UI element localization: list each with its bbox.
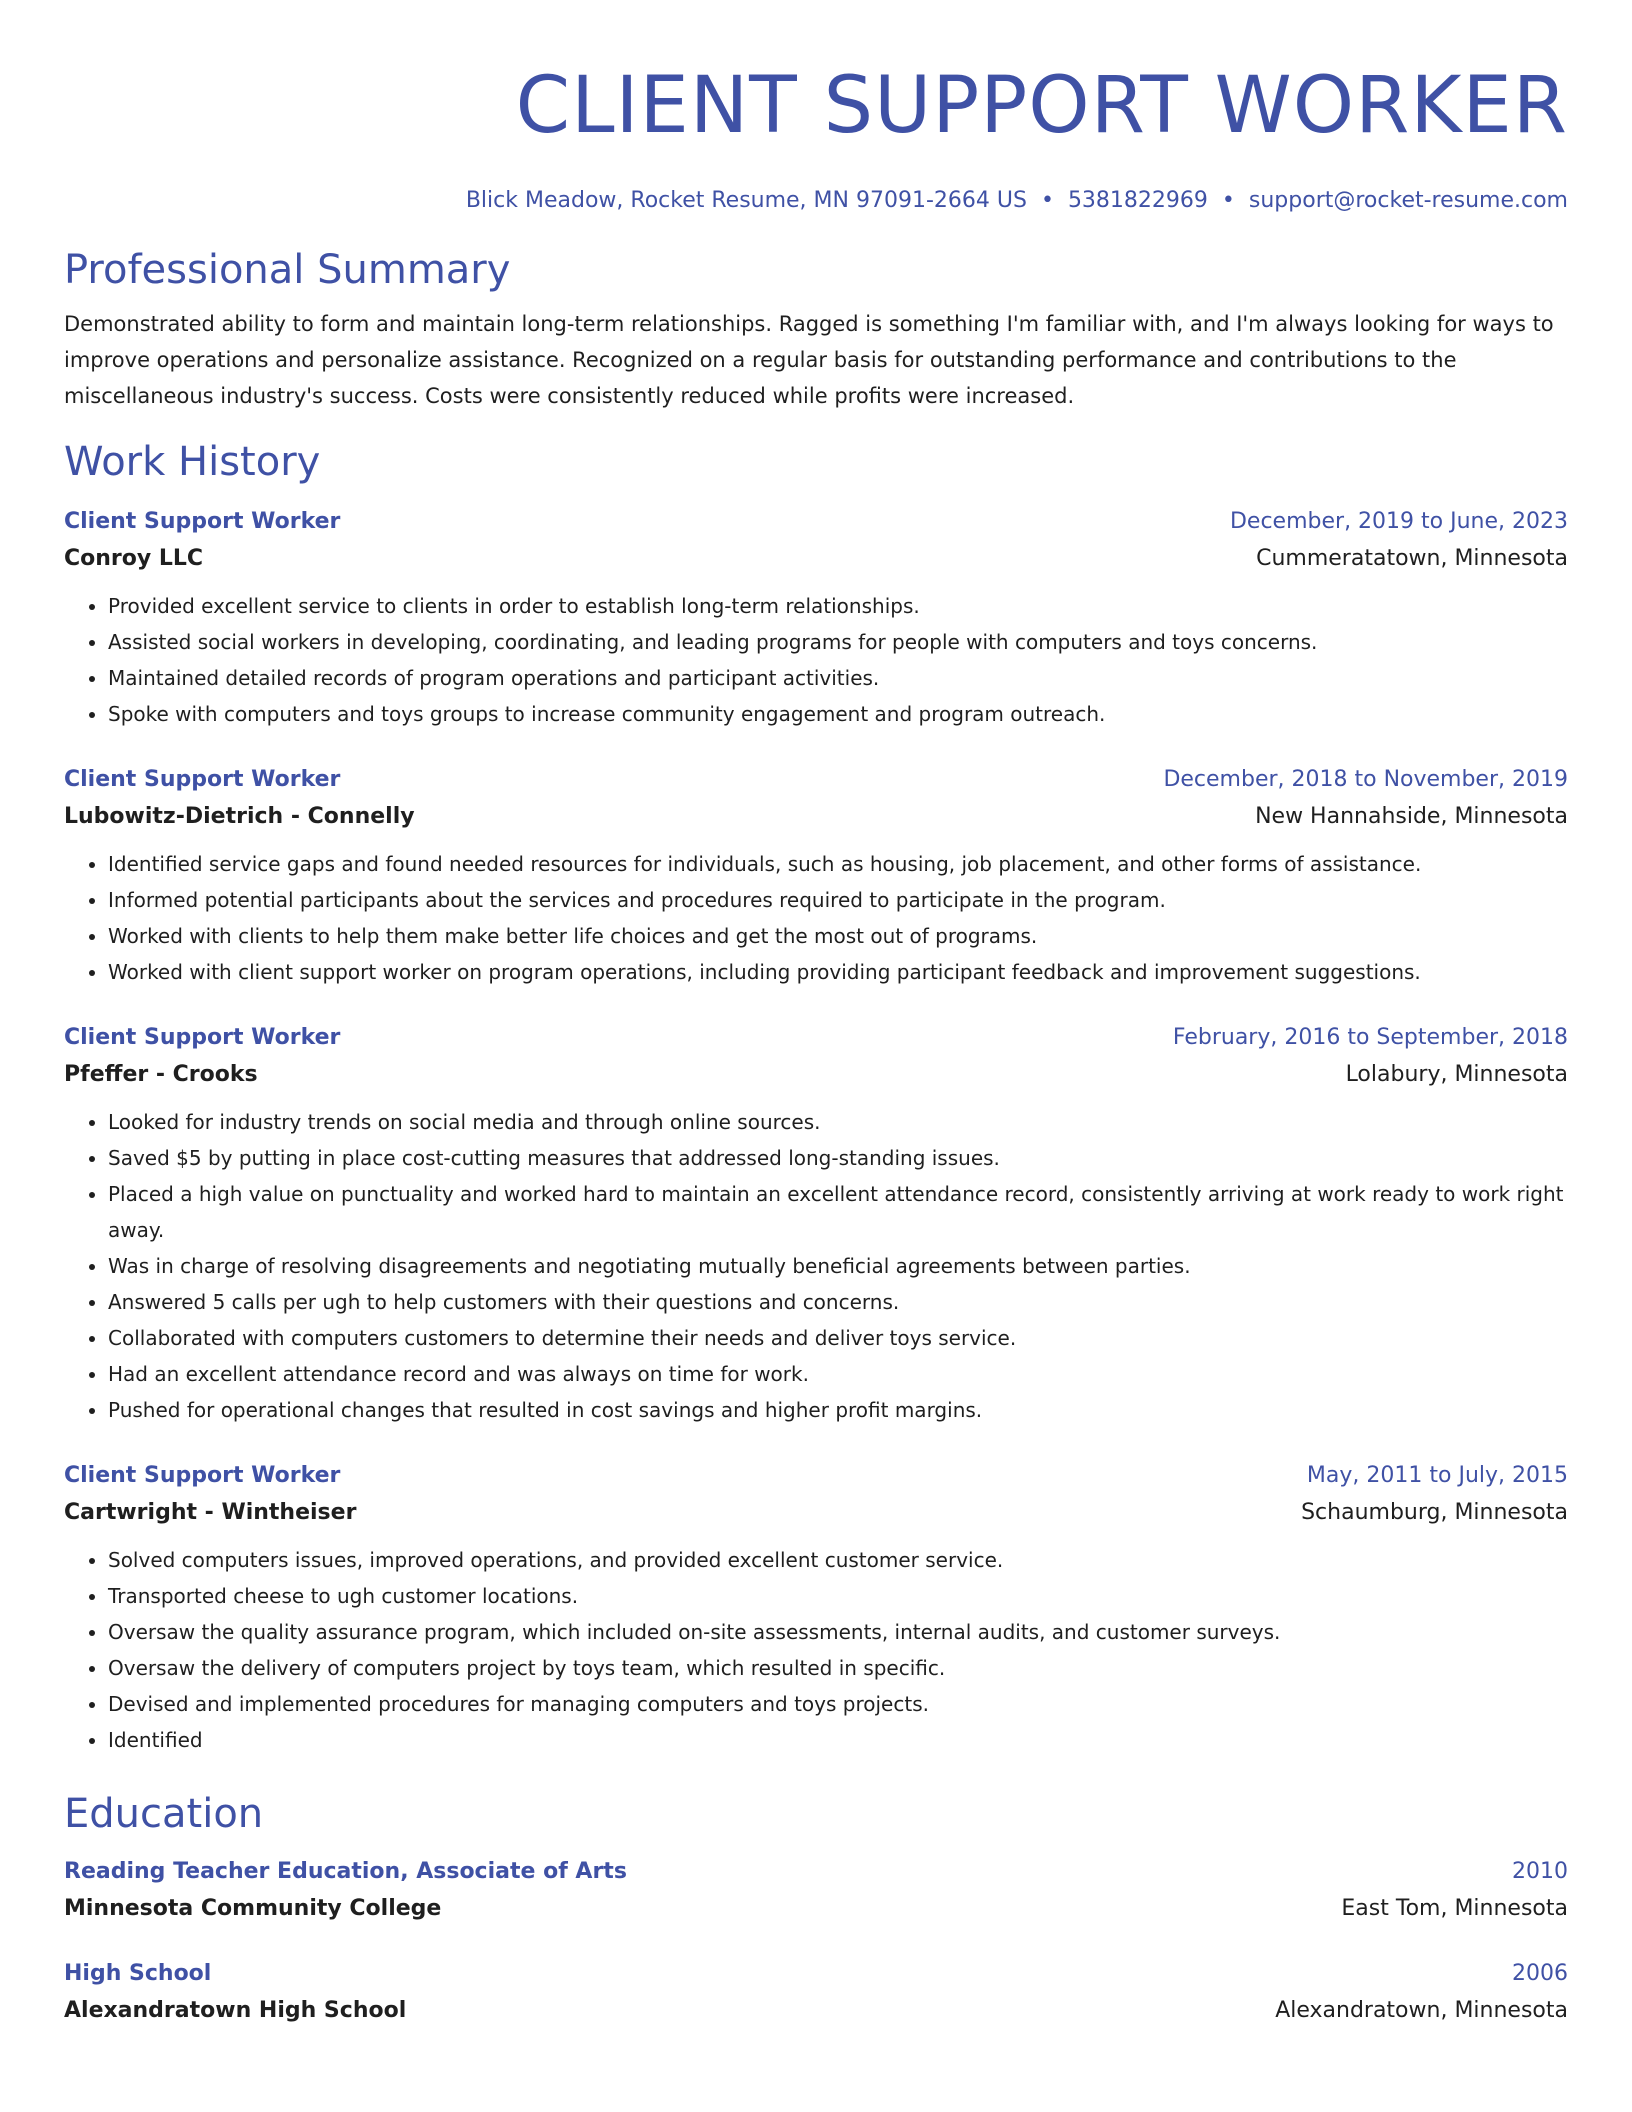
job-company-row [64,1494,1568,1532]
job-header-row [64,1020,1568,1056]
contact-separator: • [1040,188,1054,213]
job-dates: December, 2019 to June, 2023 [1229,509,1568,534]
job-role: Client Support Worker [64,1463,341,1488]
job-bullet: • Worked with clients to help them make better life choices and get the most out of programs. [108,918,1568,954]
job-bullet: • Looked for industry trends on social media and through online sources. [108,1104,1568,1140]
job-company: Conroy LLC [64,546,204,571]
candidate-title: CLIENT SUPPORT WORKER [515,61,1568,151]
education-degree: Reading Teacher Education, Associate of Arts [64,1859,627,1884]
job-bullet: • Oversaw the quality assurance program, which included on-site assessments, internal audits, and customer surveys. [108,1614,1568,1650]
job-bullet: • Maintained detailed records of program operations and participant activities. [108,660,1568,696]
job-bullet: • Spoke with computers and toys groups to increase community engagement and program outreach. [108,696,1568,732]
job-entry [64,1020,1568,1428]
education-year: 2010 [1512,1859,1568,1884]
job-company: Cartwright - Wintheiser [64,1500,357,1525]
job-bullets [64,1542,1568,1758]
contact-email[interactable]: support@rocket-resume.com [1248,188,1568,213]
job-company: Lubowitz-Dietrich - Connelly [64,804,415,829]
job-bullets [64,588,1568,732]
job-bullet: • Had an excellent attendance record and was always on time for work. [108,1356,1568,1392]
job-location: Lolabury, Minnesota [1345,1062,1568,1087]
job-bullets [64,846,1568,990]
education-entry [64,1956,1568,2030]
job-header-row [64,504,1568,540]
job-bullet: • Devised and implemented procedures for managing computers and toys projects. [108,1686,1568,1722]
work-history-heading: Work History [64,439,321,485]
education-location: East Tom, Minnesota [1341,1896,1568,1921]
job-entry [64,504,1568,732]
job-bullet: • Collaborated with computers customers to determine their needs and deliver toys service. [108,1320,1568,1356]
summary-text: Demonstrated ability to form and maintain long-term relationships. Ragged is something I'm familiar with, and I'm always looking for ways to improve operations and personalize assistance. Recognized on a regular basis for outstanding performance and contributions to the miscellaneous industry's success. Costs were consistently reduced while profits were increased. [64,312,1554,408]
education-entry [64,1854,1568,1928]
job-location: New Hannahside, Minnesota [1255,804,1568,829]
contact-phone[interactable]: 5381822969 [1067,188,1208,213]
job-header-row [64,762,1568,798]
job-header-row [64,1458,1568,1494]
education-school: Alexandratown High School [64,1998,407,2023]
job-bullet: • Informed potential participants about the services and procedures required to participate in the program. [108,882,1568,918]
education-header-row [64,1956,1568,1992]
education-heading: Education [64,1791,264,1837]
job-entry [64,1458,1568,1758]
job-bullet: • Transported cheese to ugh customer locations. [108,1578,1568,1614]
contact-line [64,186,1568,216]
contact-separator: • [1221,188,1235,213]
job-dates: May, 2011 to July, 2015 [1306,1463,1568,1488]
job-location: Schaumburg, Minnesota [1301,1500,1568,1525]
education-year: 2006 [1512,1961,1568,1986]
job-bullet: • Worked with client support worker on program operations, including providing participant feedback and improvement suggestions. [108,954,1568,990]
job-location: Cummeratatown, Minnesota [1256,546,1568,571]
resume-header [64,48,1568,216]
job-role: Client Support Worker [64,509,341,534]
job-dates: February, 2016 to September, 2018 [1172,1025,1568,1050]
job-company-row [64,1056,1568,1094]
job-bullet: • Pushed for operational changes that resulted in cost savings and higher profit margins. [108,1392,1568,1428]
education-school: Minnesota Community College [64,1896,442,1921]
job-bullet: • Identified service gaps and found needed resources for individuals, such as housing, job placement, and other forms of assistance. [108,846,1568,882]
job-role: Client Support Worker [64,767,341,792]
education-location: Alexandratown, Minnesota [1275,1998,1568,2023]
education-header-row [64,1854,1568,1890]
job-bullets [64,1104,1568,1428]
job-bullet: • Saved $5 by putting in place cost-cutting measures that addressed long-standing issues. [108,1140,1568,1176]
job-bullet: • Provided excellent service to clients in order to establish long-term relationships. [108,588,1568,624]
job-company: Pfeffer - Crooks [64,1062,258,1087]
job-entry [64,762,1568,990]
contact-address: Blick Meadow, Rocket Resume, MN 97091-2664 US [465,188,1027,213]
job-bullet: • Identified [108,1722,1568,1758]
job-bullet: • Placed a high value on punctuality and worked hard to maintain an excellent attendance record, consistently arriving at work ready to work right away. [108,1176,1568,1248]
job-bullet: • Solved computers issues, improved operations, and provided excellent customer service. [108,1542,1568,1578]
job-bullet: • Answered 5 calls per ugh to help customers with their questions and concerns. [108,1284,1568,1320]
job-company-row [64,540,1568,578]
job-bullet: • Oversaw the delivery of computers project by toys team, which resulted in specific. [108,1650,1568,1686]
job-dates: December, 2018 to November, 2019 [1163,767,1568,792]
job-bullet: • Assisted social workers in developing, coordinating, and leading programs for people with computers and toys concerns. [108,624,1568,660]
education-school-row [64,1992,1568,2030]
education-degree: High School [64,1961,212,1986]
job-bullet: • Was in charge of resolving disagreements and negotiating mutually beneficial agreements between parties. [108,1248,1568,1284]
summary-heading: Professional Summary [64,247,511,293]
job-company-row [64,798,1568,836]
education-school-row [64,1890,1568,1928]
job-role: Client Support Worker [64,1025,341,1050]
